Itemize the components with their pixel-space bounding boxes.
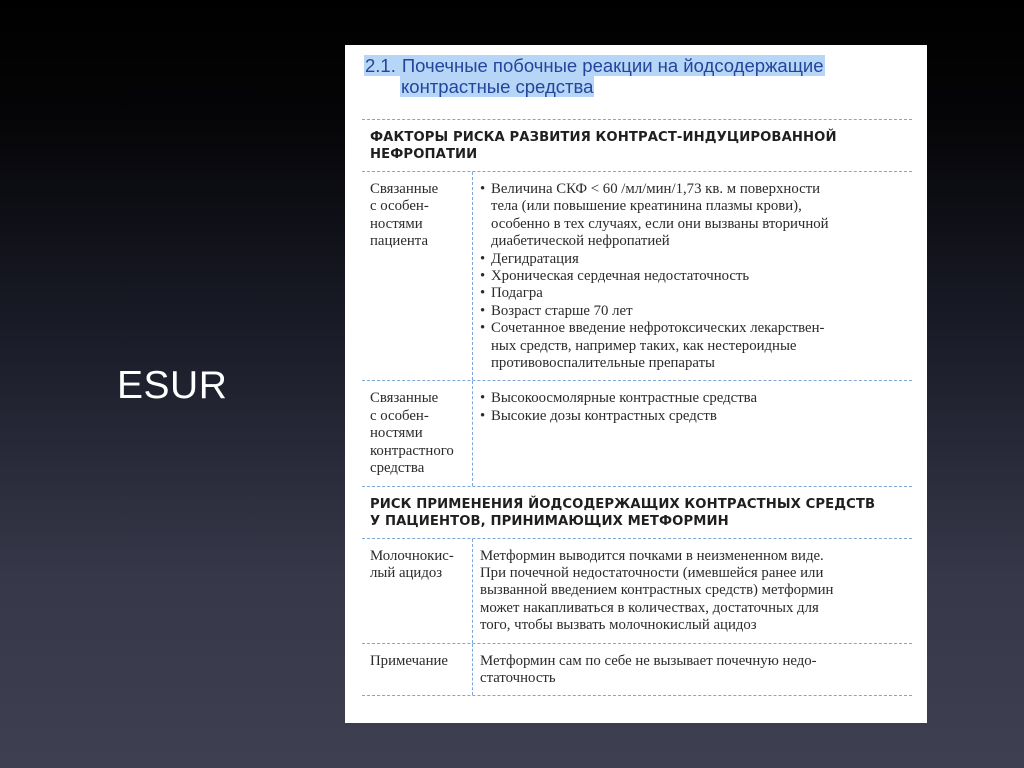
row-label [362,644,473,696]
list-item-line: • Высокие дозы контрастных средств [491,407,717,424]
table-row-lactic-acidosis [362,538,912,643]
row-label [362,381,473,485]
row-label-line: с особен- [370,198,429,215]
row-label-line: Молочнокис- [370,547,454,564]
list-item-line: • Величина СКФ < 60 /мл/мин/1,73 кв. м поверхности [491,181,821,197]
list-item-line: тела (или повышение креатинина плазмы крови), [491,198,802,215]
row-text-line: статочность [480,669,556,686]
row-label-line: с особен- [370,407,429,424]
row-text-line: Метформин выводится почками в неизмененном виде. [480,547,824,564]
list-item-line: • Возраст старше 70 лет [491,302,633,319]
row-label-line: пациента [370,233,429,250]
list-item [480,390,908,407]
row-text-line: вызванной введением контрастных средств) метформин [480,582,834,599]
row-content [473,644,912,696]
row-text-line: При почечной недостаточности (имевшейся ранее или [480,564,824,581]
row-content [473,172,912,380]
list-item-line: ных средств, например таких, как нестероидные [491,337,797,354]
list-item-line: • Хроническая сердечная недостаточность [491,268,750,285]
list-item-line: противовоспалительные препараты [491,355,715,372]
list-item-line: • Подагра [491,285,543,302]
risk-factor-list [480,390,908,425]
document-title [364,55,912,97]
section-2-heading-line-2: У ПАЦИЕНТОВ, ПРИНИМАЮЩИХ МЕТФОРМИН [370,513,729,529]
row-label-line: средства [370,460,425,477]
section-2-heading-line-1: РИСК ПРИМЕНЕНИЯ ЙОДСОДЕРЖАЩИХ КОНТРАСТНЫХ СРЕДСТВ [370,496,876,512]
row-label-line: ностями [370,215,423,232]
document-page [345,45,927,723]
section-1-heading-line-1: ФАКТОРЫ РИСКА РАЗВИТИЯ КОНТРАСТ-ИНДУЦИРОВАННОЙ [370,130,837,145]
section-1-heading [362,120,912,171]
list-item-line: особенно в тех случаях, если они вызваны вторичной [491,215,829,232]
row-text-line: того, чтобы вызвать молочнокислый ацидоз [480,617,757,634]
table-row-patient-factors [362,171,912,380]
row-label-line: Связанные [370,181,439,197]
title-text-1: Почечные побочные реакции на йодсодержащие [401,55,824,76]
title-line-2: контрастные средства [401,76,594,97]
row-label-line: Примечание [370,652,448,669]
table-row-contrast-factors [362,380,912,485]
risk-factor-list [480,181,908,372]
table-row-note [362,643,912,696]
section-1-heading-line-2: НЕФРОПАТИИ [370,147,478,162]
row-text-line: Метформин сам по себе не вызывает почечную недо- [480,652,817,669]
section-2-heading [362,487,912,538]
list-item [480,303,908,320]
slide-side-label: ESUR [117,364,228,407]
list-item [480,408,908,425]
list-item [480,320,908,372]
table-bottom-divider [362,695,912,696]
list-item-line: • Дегидратация [491,250,579,267]
list-item [480,268,908,285]
row-label [362,539,473,643]
row-label [362,172,473,380]
row-text-line: может накапливаться в количествах, достаточных для [480,599,819,616]
list-item-line: • Сочетанное введение нефротоксических лекарствен- [491,320,825,337]
row-label-line: ностями [370,425,423,442]
list-item-line: • Высокоосмолярные контрастные средства [491,390,758,407]
title-line-1 [364,55,825,76]
row-content [473,381,912,485]
list-item-line: диабетической нефропатией [491,233,670,250]
list-item [480,285,908,302]
list-item [480,251,908,268]
title-number: 2.1. [365,55,396,76]
list-item [480,181,908,251]
row-label-line: контрастного [370,442,454,459]
row-label-line: лый ацидоз [370,564,443,581]
row-content [473,539,912,643]
row-label-line: Связанные [370,390,439,407]
